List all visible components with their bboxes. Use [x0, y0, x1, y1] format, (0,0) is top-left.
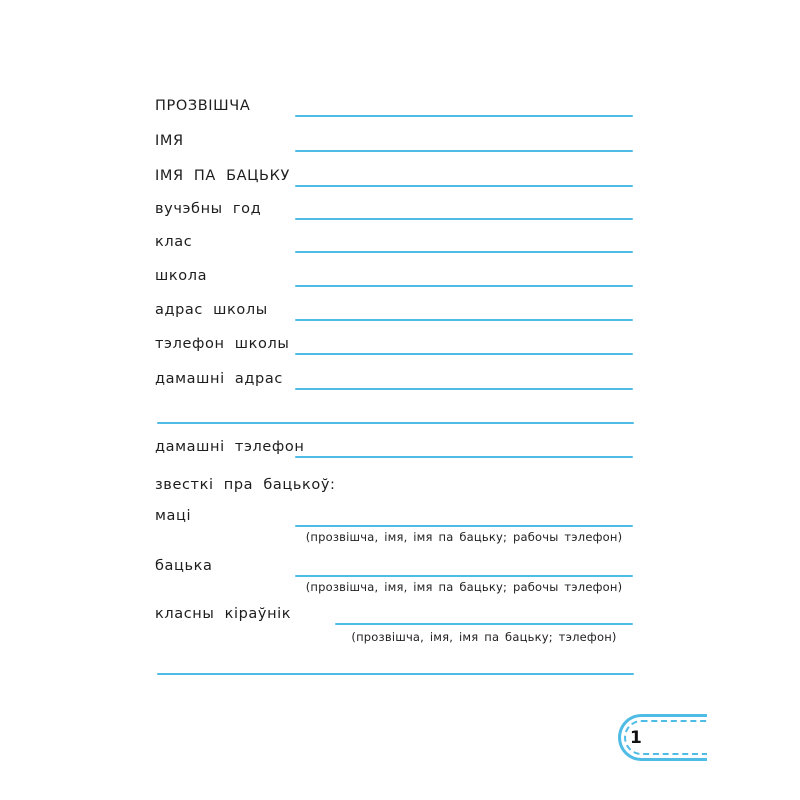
patronymic-blank-line: [295, 185, 633, 187]
father-blank-line: [295, 575, 633, 577]
school-year-blank-line: [295, 218, 633, 220]
surname-label: ПРОЗВІШЧА: [155, 98, 251, 114]
school-label: школа: [155, 268, 208, 284]
school-phone-blank-line: [295, 353, 633, 355]
mother-line-caption: (прозвішча, імя, імя па бацьку; рабочы тэлефон): [305, 530, 623, 544]
father-line-caption: (прозвішча, імя, імя па бацьку; рабочы тэлефон): [305, 580, 623, 594]
surname-blank-line: [295, 115, 633, 117]
home-address-label: дамашні адрас: [155, 371, 283, 387]
school-address-label: адрас школы: [155, 302, 268, 318]
class-teacher-label: класны кіраўнік: [155, 606, 292, 622]
page-number: 1: [630, 727, 642, 748]
home-phone-blank-line: [295, 456, 633, 458]
mother-label: маці: [155, 508, 192, 524]
parents-info-heading: звесткі пра бацькоў:: [155, 477, 336, 493]
school-blank-line: [295, 285, 633, 287]
home-address-blank-line: [295, 388, 633, 390]
mother-blank-line: [295, 525, 633, 527]
first-name-blank-line: [295, 150, 633, 152]
school-phone-label: тэлефон школы: [155, 336, 290, 352]
bottom-blank-line: [157, 673, 634, 675]
page-number-tab: [618, 714, 707, 761]
home-phone-label: дамашні тэлефон: [155, 439, 305, 455]
school-address-blank-line: [295, 319, 633, 321]
school-year-label: вучэбны год: [155, 201, 262, 217]
class-teacher-line-caption: (прозвішча, імя, імя па бацьку; тэлефон): [351, 630, 617, 644]
first-name-label: ІМЯ: [155, 133, 184, 149]
class-teacher-blank-line: [335, 623, 633, 625]
patronymic-label: ІМЯ ПА БАЦЬКУ: [155, 168, 290, 184]
home-address-blank-line-2: [157, 422, 634, 424]
class-label: клас: [155, 234, 193, 250]
class-blank-line: [295, 251, 633, 253]
father-label: бацька: [155, 558, 213, 574]
